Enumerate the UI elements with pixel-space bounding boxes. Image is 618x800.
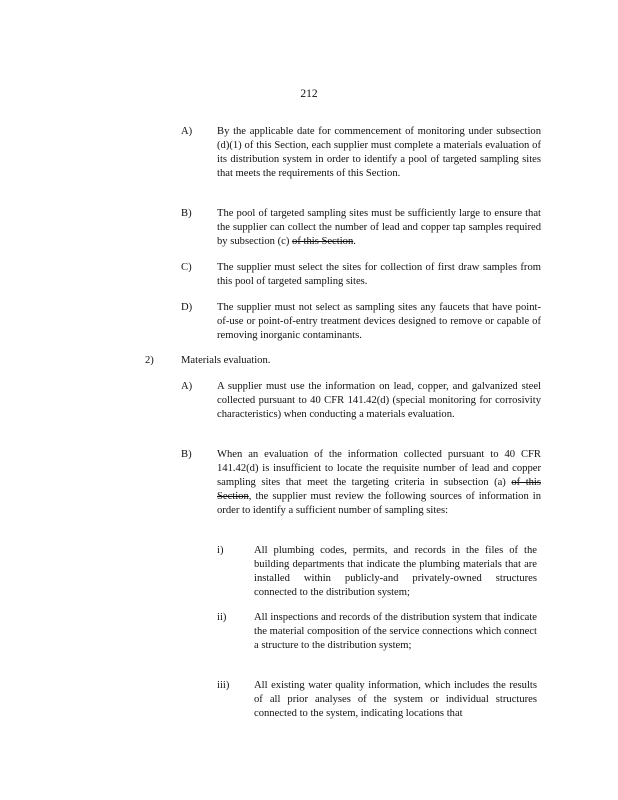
item-text-part: When an evaluation of the information collected pursuant to 40 CFR 141.42(d) is insufficient to locate the requisite number of lead and copper sampling sites that meet the targeting criteria in subsection (a): [217, 449, 541, 488]
item-text-part: .: [353, 236, 356, 247]
item-marker: i): [217, 545, 224, 556]
item-marker: B): [181, 449, 192, 460]
item-marker: ii): [217, 612, 227, 623]
item-text: [217, 448, 541, 518]
item-marker: iii): [217, 680, 230, 691]
item-marker: A): [181, 126, 193, 137]
item-text: A supplier must use the information on lead, copper, and galvanized steel collected pursuant to 40 CFR 141.42(d) (special monitoring for corrosivity characteristics) when conducting a materials evaluation.: [217, 381, 541, 420]
item-text: The supplier must not select as sampling sites any faucets that have point-of-use or point-of-entry treatment devices designed to remove or capable of removing inorganic contaminants.: [217, 302, 541, 341]
struck-text: of this Section: [217, 477, 541, 502]
item-marker: B): [181, 208, 192, 219]
page-number: 212: [300, 88, 318, 100]
item-text: All existing water quality information, which includes the results of all prior analyses of the system or individual structures connected to the system, indicating locations that: [254, 680, 537, 719]
struck-text: of this Section: [292, 236, 354, 247]
item-text: All inspections and records of the distribution system that indicate the material composition of the service connections which connect a structure to the distribution system;: [254, 612, 537, 651]
item-text: [217, 207, 541, 249]
item-text: Materials evaluation.: [181, 355, 271, 366]
item-marker: 2): [145, 355, 154, 366]
item-marker: D): [181, 302, 193, 313]
item-text: The supplier must select the sites for collection of first draw samples from this pool of targeted sampling sites.: [217, 262, 541, 287]
item-marker: C): [181, 262, 192, 273]
item-text: All plumbing codes, permits, and records in the files of the building departments that indicate the plumbing materials that are installed within publicly-and privately-owned structures connected to the distribution system;: [254, 545, 537, 598]
item-text-part: , the supplier must review the following sources of information in order to identify a sufficient number of sampling sites:: [217, 491, 541, 516]
item-text: By the applicable date for commencement of monitoring under subsection (d)(1) of this Section, each supplier must complete a materials evaluation of its distribution system in order to identify a pool of targeted sampling sites that meets the requirements of this Section.: [217, 126, 541, 179]
item-text-part: The pool of targeted sampling sites must be sufficiently large to ensure that the supplier can collect the number of lead and copper tap samples required by subsection (c): [217, 208, 541, 247]
item-marker: A): [181, 381, 193, 392]
